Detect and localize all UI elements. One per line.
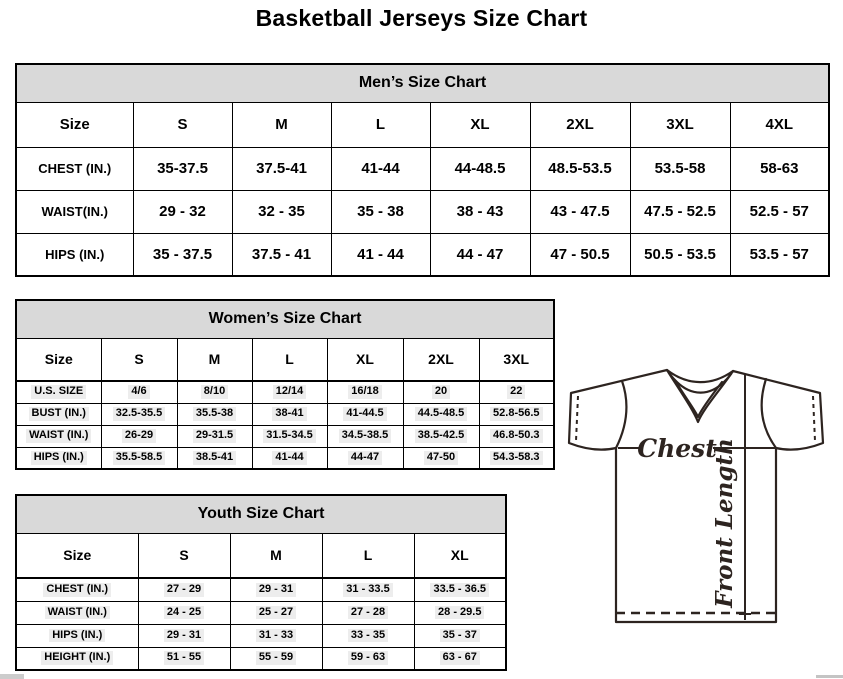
table-row-waist: [16, 425, 554, 447]
cell-value: [101, 403, 177, 425]
column-header-xl: XL: [327, 338, 403, 381]
bottom-left-fragment: [0, 674, 24, 679]
column-header-m: M: [230, 533, 322, 578]
table-row-hips: [16, 447, 554, 469]
column-header-l: L: [331, 102, 430, 147]
row-label: CHEST (IN.): [16, 147, 133, 190]
youth-column-header-row: [16, 533, 506, 578]
column-header-xl: XL: [430, 102, 530, 147]
cell-value-text: 27 - 29: [164, 583, 204, 597]
womens-column-header-row: [16, 338, 554, 381]
table-row-height: [16, 647, 506, 670]
cell-value: [414, 624, 506, 647]
cell-value-text: 35.5-38: [193, 407, 236, 421]
column-header-m: M: [177, 338, 252, 381]
row-label: [16, 601, 138, 624]
page-title: Basketball Jerseys Size Chart: [255, 5, 588, 31]
column-header-3xl: 3XL: [479, 338, 554, 381]
table-row-us-size: [16, 381, 554, 403]
row-label-text: BUST (IN.): [29, 407, 89, 421]
left-cuff-dashed-line: [576, 396, 578, 441]
row-label: [16, 381, 101, 403]
cell-value: 41 - 44: [331, 233, 430, 276]
youth-size-table: [15, 494, 507, 671]
cell-value: [414, 647, 506, 670]
cell-value-text: 38.5-42.5: [415, 429, 467, 443]
cell-value-text: 35.5-58.5: [113, 451, 165, 465]
table-row-chest: [16, 147, 829, 190]
cell-value: 38 - 43: [430, 190, 530, 233]
table-row-bust: [16, 403, 554, 425]
cell-value-text: 55 - 59: [256, 651, 296, 665]
cell-value: 53.5 - 57: [730, 233, 829, 276]
cell-value: 44-48.5: [430, 147, 530, 190]
cell-value: [322, 624, 414, 647]
cell-value-text: 29 - 31: [256, 583, 296, 597]
cell-value: [230, 647, 322, 670]
cell-value: [327, 425, 403, 447]
cell-value-text: 20: [432, 385, 450, 399]
column-header-3xl: 3XL: [630, 102, 730, 147]
row-label: [16, 425, 101, 447]
cell-value: [177, 381, 252, 403]
cell-value: [403, 381, 479, 403]
mens-table-title: Men’s Size Chart: [16, 64, 829, 102]
row-label-text: HIPS (IN.): [31, 451, 87, 465]
cell-value: [403, 425, 479, 447]
column-header-xl: XL: [414, 533, 506, 578]
cell-value-text: 16/18: [348, 385, 382, 399]
cell-value: [414, 601, 506, 624]
cell-value: 52.5 - 57: [730, 190, 829, 233]
cell-value-text: 33 - 35: [348, 629, 388, 643]
cell-value: [252, 425, 327, 447]
column-header-s: S: [133, 102, 232, 147]
row-label: [16, 403, 101, 425]
youth-table-header-row: [16, 495, 506, 533]
row-label-text: WAIST (IN.): [26, 429, 91, 443]
column-header-2xl: 2XL: [403, 338, 479, 381]
cell-value: [138, 578, 230, 601]
cell-value: [403, 447, 479, 469]
cell-value: [101, 425, 177, 447]
cell-value: 47.5 - 52.5: [630, 190, 730, 233]
womens-size-table: [15, 299, 555, 470]
cell-value: 35 - 37.5: [133, 233, 232, 276]
cell-value-text: 4/6: [128, 385, 149, 399]
womens-table-header-row: [16, 300, 554, 338]
cell-value-text: 31.5-34.5: [263, 429, 315, 443]
cell-value-text: 44.5-48.5: [415, 407, 467, 421]
cell-value: [138, 647, 230, 670]
jersey-outline: [569, 370, 823, 622]
cell-value-text: 52.8-56.5: [490, 407, 542, 421]
cell-value: 44 - 47: [430, 233, 530, 276]
cell-value-text: 44-47: [348, 451, 382, 465]
row-label: HIPS (IN.): [16, 233, 133, 276]
mens-table-header-row: [16, 64, 829, 102]
cell-value-text: 24 - 25: [164, 606, 204, 620]
cell-value-text: 31 - 33: [256, 629, 296, 643]
cell-value-text: 38.5-41: [193, 451, 236, 465]
cell-value-text: 51 - 55: [164, 651, 204, 665]
row-label-text: CHEST (IN.): [43, 583, 111, 597]
cell-value-text: 63 - 67: [440, 651, 480, 665]
cell-value: [252, 447, 327, 469]
cell-value: [479, 403, 554, 425]
row-label-text: WAIST (IN.): [45, 606, 110, 620]
column-header-4xl: 4XL: [730, 102, 829, 147]
column-header-l: L: [252, 338, 327, 381]
cell-value: 32 - 35: [232, 190, 331, 233]
cell-value-text: 54.3-58.3: [490, 451, 542, 465]
row-label: [16, 624, 138, 647]
chest-label: Chest: [637, 434, 717, 463]
bottom-right-fragment: [816, 675, 843, 678]
cell-value: [327, 381, 403, 403]
cell-value: 35 - 38: [331, 190, 430, 233]
collar-outer-arc: [667, 370, 733, 382]
cell-value: [230, 601, 322, 624]
cell-value-text: 59 - 63: [348, 651, 388, 665]
row-label: WAIST(IN.): [16, 190, 133, 233]
cell-value: 48.5-53.5: [530, 147, 630, 190]
column-header-s: S: [138, 533, 230, 578]
cell-value: [101, 447, 177, 469]
cell-value-text: 46.8-50.3: [490, 429, 542, 443]
row-label-text: HIPS (IN.): [49, 629, 105, 643]
row-label: [16, 578, 138, 601]
cell-value-text: 34.5-38.5: [339, 429, 391, 443]
column-header-m: M: [232, 102, 331, 147]
cell-value: [252, 403, 327, 425]
cell-value-text: 41-44.5: [343, 407, 386, 421]
cell-value: [230, 624, 322, 647]
cell-value: [252, 381, 327, 403]
cell-value-text: 29 - 31: [164, 629, 204, 643]
left-armhole-seam: [616, 381, 626, 448]
cell-value: 47 - 50.5: [530, 233, 630, 276]
cell-value-text: 8/10: [201, 385, 228, 399]
row-label: [16, 447, 101, 469]
cell-value-text: 28 - 29.5: [435, 606, 484, 620]
cell-value: 41-44: [331, 147, 430, 190]
column-header-size: Size: [16, 338, 101, 381]
cell-value: 53.5-58: [630, 147, 730, 190]
column-header-s: S: [101, 338, 177, 381]
column-header-2xl: 2XL: [530, 102, 630, 147]
cell-value: 29 - 32: [133, 190, 232, 233]
row-label-text: HEIGHT (IN.): [41, 651, 113, 665]
youth-table-title: Youth Size Chart: [16, 495, 506, 533]
cell-value-text: 32.5-35.5: [113, 407, 165, 421]
cell-value: 50.5 - 53.5: [630, 233, 730, 276]
cell-value-text: 25 - 27: [256, 606, 296, 620]
row-label-text: U.S. SIZE: [31, 385, 86, 399]
mens-column-header-row: [16, 102, 829, 147]
cell-value: [177, 425, 252, 447]
cell-value: [414, 578, 506, 601]
womens-table-title: Women’s Size Chart: [16, 300, 554, 338]
row-label: [16, 647, 138, 670]
cell-value: 35-37.5: [133, 147, 232, 190]
cell-value: [479, 425, 554, 447]
table-row-waist: [16, 190, 829, 233]
cell-value-text: 22: [507, 385, 525, 399]
cell-value: [177, 447, 252, 469]
cell-value: 43 - 47.5: [530, 190, 630, 233]
cell-value-text: 33.5 - 36.5: [430, 583, 489, 597]
table-row-hips: [16, 233, 829, 276]
cell-value-text: 38-41: [272, 407, 306, 421]
cell-value-text: 35 - 37: [440, 629, 480, 643]
cell-value-text: 47-50: [424, 451, 458, 465]
cell-value: [479, 381, 554, 403]
cell-value: [230, 578, 322, 601]
cell-value: [101, 381, 177, 403]
cell-value: [322, 647, 414, 670]
cell-value: 37.5 - 41: [232, 233, 331, 276]
column-header-size: Size: [16, 533, 138, 578]
right-cuff-dashed-line: [813, 396, 815, 441]
cell-value-text: 27 - 28: [348, 606, 388, 620]
right-armhole-seam: [762, 379, 776, 448]
cell-value-text: 41-44: [272, 451, 306, 465]
cell-value: [479, 447, 554, 469]
cell-value: [138, 601, 230, 624]
cell-value: 37.5-41: [232, 147, 331, 190]
cell-value: [327, 447, 403, 469]
table-row-chest: [16, 578, 506, 601]
cell-value: [177, 403, 252, 425]
table-row-hips: [16, 624, 506, 647]
cell-value: 58-63: [730, 147, 829, 190]
front-length-label: Front Length: [711, 438, 738, 608]
cell-value: [322, 601, 414, 624]
cell-value-text: 29-31.5: [193, 429, 236, 443]
cell-value-text: 31 - 33.5: [343, 583, 392, 597]
cell-value: [322, 578, 414, 601]
cell-value: [138, 624, 230, 647]
cell-value: [327, 403, 403, 425]
column-header-size: Size: [16, 102, 133, 147]
column-header-l: L: [322, 533, 414, 578]
table-row-waist: [16, 601, 506, 624]
cell-value-text: 26-29: [122, 429, 156, 443]
cell-value-text: 12/14: [273, 385, 307, 399]
jersey-measurement-diagram: [557, 362, 838, 628]
mens-size-table: [15, 63, 830, 277]
cell-value: [403, 403, 479, 425]
